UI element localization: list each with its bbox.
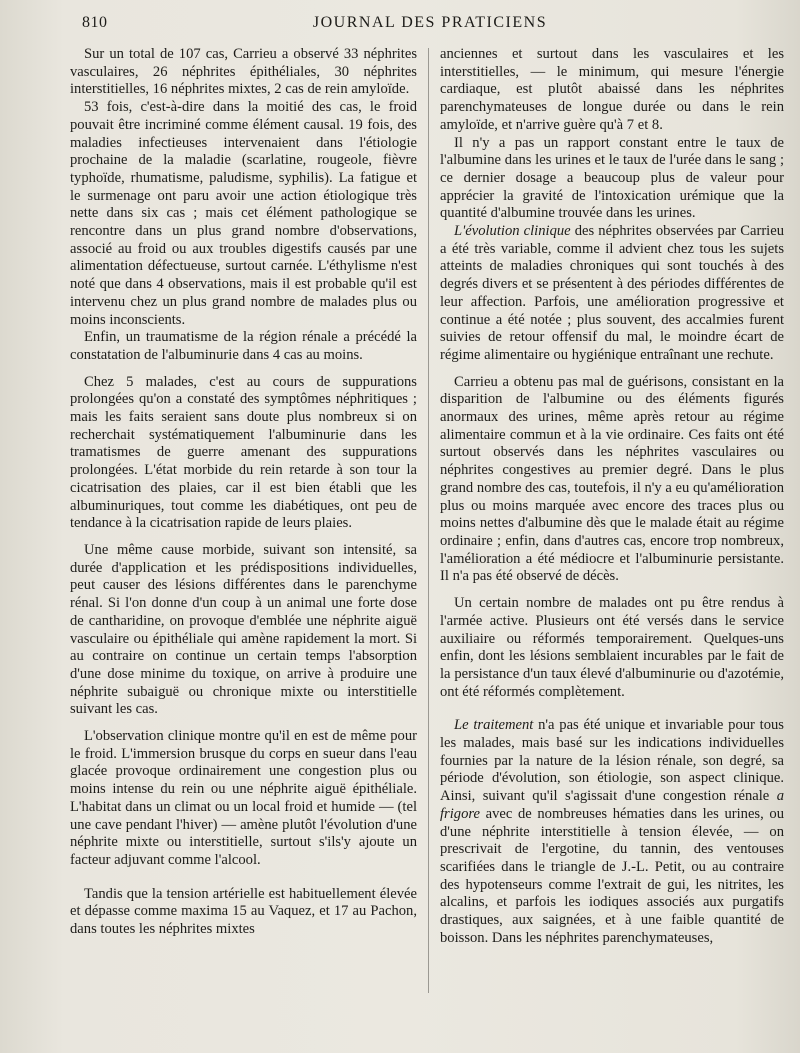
paragraph: Carrieu a obtenu pas mal de guérisons, consistant en la disparition de l'albumine ou des éléments figurés anormaux des urines, même après retour au régime alimentaire commun et à la vie ordinaire. Ces faits ont été surtout observés dans les néphrites vasculaires ou néphrites congestives au premier degré. Dans le plus grand nombre des cas, toutefois, il n'y a eu qu'amélioration plus ou moins marquée avec encore des traces plus ou moins nettes d'albumine dès que le malade était au régime ordinaire ; enfin, dans d'autres cas, encore trop nombreux, l'amélioration a été médiocre et l'albuminurie persistante. Il n'a pas été observé de décès. xyxy=(440,373,784,585)
italic-phrase: L'évolution clinique xyxy=(454,223,571,240)
text-columns xyxy=(0,46,800,1046)
paragraph: Une même cause morbide, suivant son intensité, sa durée d'application et les prédispositions individuelles, peut causer des lésions différentes dans le parenchyme rénal. Si l'on donne d'un coup à un animal une forte dose de cantharidine, on provoque d'emblée une néphrite aiguë vasculaire ou épithéliale qui amène rapidement la mort. Si au contraire on continue un certain temps l'absorption d'une dose minime du toxique, on arrive à produire une néphrite subaiguë ou chronique mixte ou interstitielle suivant les cas. xyxy=(70,541,417,718)
italic-phrase: a frigore xyxy=(440,788,784,822)
paragraph: L'observation clinique montre qu'il en est de même pour le froid. L'immersion brusque du corps en sueur dans l'eau glacée provoque ordinairement une congestion plus ou moins intense du rein ou une néphrite aiguë épithéliale. L'habitat dans un climat ou un local froid et humide — (tel une cave pendant l'hiver) — amène plutôt l'évolution d'une néphrite mixte ou interstitielle, surtout s'ils'y ajoute un facteur adjuvant comme l'alcool. xyxy=(70,728,417,868)
page-header xyxy=(40,6,780,36)
paragraph xyxy=(440,717,784,947)
paragraph-text: avec de nombreuses hématies dans les urines, ou d'une néphrite interstitielle à tension élevée, — on prescrivait de l'ergotine, du tannin, des ventouses scarifiées dans le triangle de J.-L. Petit, ou au contraire des hypotenseurs comme l'extrait de gui, les nitrites, les alcalins, et parfois les iodiques associés aux purgatifs drastiques, aux saignées, et à une faible quantité de boisson. Dans les néphrites parenchymateuses, xyxy=(440,805,784,946)
paragraph: 53 fois, c'est-à-dire dans la moitié des cas, le froid pouvait être incriminé comme élément causal. 19 fois, des maladies infectieuses intervenaient dans l'étiologie prochaine de la maladie (scarlatine, rougeole, fièvre typhoïde, rhumatisme, paludisme, syphilis). La fatigue et le surmenage ont paru avoir une action étiologique très nette dans six cas ; mais cet élément pathologique se rencontre dans un plus grand nombre d'observations, associé au froid ou aux troubles digestifs causés par une alimentation défectueuse, surtout carnée. L'éthylisme n'est noté que dans 4 observations, mais il est probable qu'il est intervenu chez un plus grand nombre de malades plus ou moins inconscients. xyxy=(70,99,417,328)
paragraph: Chez 5 malades, c'est au cours de suppurations prolongées qu'on a constaté des symptômes néphritiques ; mais les faits seraient sans doute plus nombreux si on recherchait systématiquement l'albuminurie dans les tramatismes de guerre amenant des suppurations prolongées. L'état morbide du rein retarde à son tour la cicatrisation des plaies, car il est bien établi que les albuminuriques, tout comme les diabétiques, ont peu de tendance à la cicatrisation rapide de leurs plaies. xyxy=(70,373,417,532)
paragraph: anciennes et surtout dans les vasculaires et les interstitielles, — le minimum, qui mesure l'énergie cardiaque, est plutôt abaissé dans les néphrites parenchymateuses de longue durée ou dans le rein amyloïde, et n'arrive guère qu'à 7 et 8. xyxy=(440,46,784,133)
running-head: JOURNAL DES PRATICIENS xyxy=(312,14,548,31)
paragraph: Enfin, un traumatisme de la région rénale a précédé la constatation de l'albuminurie dans 4 cas au moins. xyxy=(70,329,417,363)
left-column xyxy=(70,46,417,939)
right-column xyxy=(440,46,784,947)
page-number: 810 xyxy=(82,14,108,31)
paragraph: Sur un total de 107 cas, Carrieu a observé 33 néphrites vasculaires, 26 néphrites épithéliales, 30 néphrites interstitielles, 16 néphrites mixtes, 2 cas de rein amyloïde. xyxy=(70,46,417,98)
paragraph-text: n'a pas été unique et invariable pour tous les malades, mais basé sur les indications individuelles fournies par la nature de la lésion rénale, son degré, sa période d'évolution, son étiologie, son aspect clinique. Ainsi, suivant qu'il s'agissait d'une congestion rénale xyxy=(440,717,784,805)
italic-phrase: Le traitement xyxy=(454,717,534,734)
paragraph-text: des néphrites observées par Carrieu a été très variable, comme il advient chez tous les sujets atteints de maladies chroniques qui sont touchés à des degrés divers et se présentent à des périodes différentes de leur affection. Parfois, une amélioration progressive et continue a été notée ; plus souvent, des accalmies furent suivies de retour offensif du mal, le moindre écart de régime alimentaire ou hygiénique entraînant une rechute. xyxy=(440,223,785,363)
paragraph: Tandis que la tension artérielle est habituellement élevée et dépasse comme maxima 15 au Vaquez, et 17 au Pachon, dans toutes les néphrites mixtes xyxy=(70,885,417,938)
paragraph: Il n'y a pas un rapport constant entre le taux de l'albumine dans les urines et le taux de l'urée dans le sang ; ce dernier dosage a beaucoup plus de valeur pour apprécier la gravité de l'intoxication urémique que la quantité d'albumine trouvée dans les urines. xyxy=(440,134,784,222)
paragraph: Un certain nombre de malades ont pu être rendus à l'armée active. Plusieurs ont été versés dans le service auxiliaire ou réformés temporairement. Quelques-uns enfin, dont les lésions semblaient incurables par le fait de la persistance d'un taux élevé d'albuminurie ou d'azotémie, ont été réformés complètement. xyxy=(440,595,784,700)
paragraph xyxy=(440,223,784,365)
